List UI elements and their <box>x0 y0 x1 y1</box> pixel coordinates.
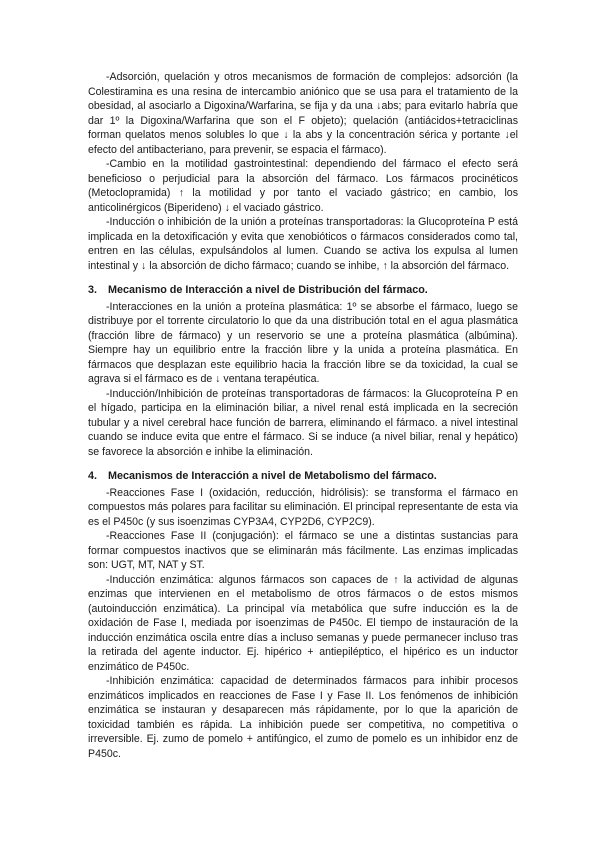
paragraph-induccion: -Inducción enzimática: algunos fármacos son capaces de ↑ la actividad de algunas enzimas que intervienen en el metabolismo de otros fármacos o de estos mismos (autoinducción enzimática). La principal vía metabólica que sufre inducción es la de oxidación de Fase I, mediada por isoenzimas de P450c. El tiempo de instauración de la inducción enzimática oscila entre días a incluso semanas y puede permanecer incluso tras la retirada del agente inductor. Ej. hipérico + antiepiléptico, el hipérico es un inductor enzimático de P450c. <box>88 573 518 673</box>
section-heading <box>88 283 518 298</box>
paragraph-motilidad: -Cambio en la motilidad gastrointestinal: dependiendo del fármaco el efecto será beneficioso o perjudicial para la absorción del fármaco. Los fármacos procinéticos (Metoclopramida) ↑ la motilidad y por tanto el vaciado gástrico; en cambio, los anticolinérgicos (Biperideno) ↓ el vaciado gástrico. <box>88 158 518 214</box>
section-heading <box>88 469 518 484</box>
paragraph-union-proteina: -Interacciones en la unión a proteína plasmática: 1º se absorbe el fármaco, luego se distribuye por el torrente circulatorio lo que da una distribución total en el agua plasmática (fracción libre de fármaco) y un reservorio se une a proteína plasmática (albúmina). Siempre hay un equilibrio entre la fracción libre y la unida a proteína plasmática. En fármacos que desplazan este equilibrio hacia la fracción libre se da toxicidad, la cual se agrava si el fármaco es de ↓ ventana terapéutica. <box>88 300 518 385</box>
section-title: Mecanismo de Interacción a nivel de Distribución del fármaco. <box>108 284 428 296</box>
page-content <box>88 70 518 761</box>
paragraph-glucoproteina: -Inducción/Inhibición de proteínas transportadoras de fármacos: la Glucoproteína P en el hígado, participa en la eliminación biliar, a nivel renal está implicada en la secreción tubular y a nivel cerebral hace función de barrera, eliminando el fármaco. a nivel intestinal cuando se induce evita que entre el fármaco. Si se induce (a nivel biliar, renal y hepático) se favorece la absorción e inhibe la eliminación. <box>88 387 518 458</box>
paragraph-inhibicion: -Inhibición enzimática: capacidad de determinados fármacos para inhibir procesos enzimáticos implicados en reacciones de Fase I y Fase II. Los fenómenos de inhibición enzimática se instauran y desaparecen más rápidamente, por lo que la aparición de toxicidad también es rápida. La inhibición puede ser competitiva, no competitiva o irreversible. Ej. zumo de pomelo + antifúngico, el zumo de pomelo es un inhibidor enz de P450c. <box>88 675 518 760</box>
paragraph-fase-ii: -Reacciones Fase II (conjugación): el fármaco se une a distintas sustancias para formar compuestos inactivos que se eliminarán más fácilmente. Las enzimas implicadas son: UGT, MT, NAT y ST. <box>88 530 518 571</box>
section-distribucion <box>88 283 518 459</box>
section-number: 4. <box>88 470 98 482</box>
paragraph-adsorcion: -Adsorción, quelación y otros mecanismos de formación de complejos: adsorción (la Colestiramina es una resina de intercambio aniónico que se usa para el tratamiento de la obesidad, al asociarlo a Digoxina/Warfarina, se fija y da una ↓abs; para evitarlo habría que dar 1º la Digoxina/Warfarina que son el F objeto); quelación (antiácidos+tetraciclinas forman quelatos menos solubles lo que ↓ la abs y la concentración sérica y portante ↓el efecto del antibacteriano, para prevenir, se espacia el fármaco). <box>88 71 518 156</box>
section-title: Mecanismos de Interacción a nivel de Metabolismo del fármaco. <box>108 470 437 482</box>
section-number: 3. <box>88 284 98 296</box>
paragraph-proteinas-transportadoras: -Inducción o inhibición de la unión a proteínas transportadoras: la Glucoproteína P está implicada en la detoxificación y evita que xenobióticos o fármacos considerados como tal, entren en las células, expulsándolos al lumen. Cuando se activa los expulsa al lumen intestinal y ↓ la absorción de dicho fármaco; cuando se inhibe, ↑ la absorción del fármaco. <box>88 216 518 272</box>
paragraph-fase-i: -Reacciones Fase I (oxidación, reducción, hidrólisis): se transforma el fármaco en compuestos más polares para facilitar su eliminación. El principal representante de esta via es el P450c (y sus isoenzimas CYP3A4, CYP2D6, CYP2C9). <box>88 486 518 528</box>
section-metabolismo <box>88 469 518 761</box>
